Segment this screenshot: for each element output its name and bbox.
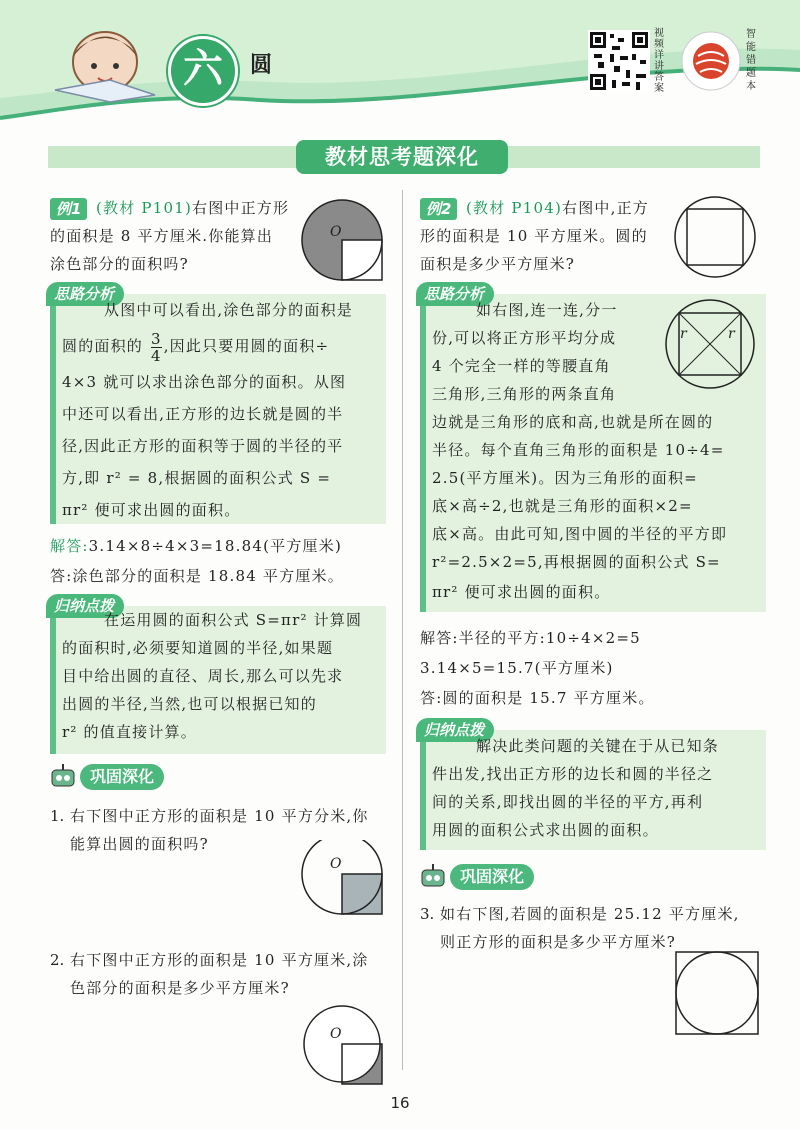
example1-source: (教材 P101)	[96, 199, 192, 217]
figure-r-left: r	[680, 326, 687, 342]
q3-line1: 如右下图,若圆的面积是 25.12 平方厘米,	[440, 905, 740, 923]
example2-solution-line1: 解答:半径的平方:10÷4×2=5	[420, 629, 641, 647]
example1-solution: 解答:3.14×8÷4×3=18.84(平方厘米)	[50, 537, 343, 555]
banner-title: 教材思考题深化	[296, 140, 508, 174]
summary-line: 目中给出圆的直径、周长,那么可以先求	[62, 667, 344, 685]
analysis-line: 底×高。由此可知,图中圆的半径的平方即	[432, 525, 728, 543]
example2-analysis-tag: 思路分析	[416, 282, 494, 306]
example2-solution-line2: 3.14×5=15.7(平方厘米)	[420, 659, 614, 677]
analysis-line: r²=2.5×2=5,再根据圆的面积公式 S=	[432, 553, 721, 571]
example2-source: (教材 P104)	[466, 199, 562, 217]
example1-question: (教材 P101)右图中正方形	[96, 199, 290, 217]
example2-answer: 答:圆的面积是 15.7 平方厘米。	[420, 689, 655, 707]
example2-question-line2: 形的面积是 10 平方厘米。圆的	[420, 227, 648, 245]
example2-tag: 例2	[420, 198, 457, 220]
q2-figure	[296, 1004, 392, 1090]
q1-line2: 能算出圆的面积吗?	[70, 835, 209, 853]
summary-line: r² 的值直接计算。	[62, 723, 197, 741]
analysis-line: πr² 便可求出圆的面积。	[432, 583, 611, 601]
app-label: 智能错题本	[746, 29, 756, 92]
q3-line2: 则正方形的面积是多少平方厘米?	[440, 933, 677, 951]
analysis-line: πr² 便可求出圆的面积。	[62, 501, 241, 519]
q2-number: 2.	[50, 951, 65, 969]
analysis-line: 径,因此正方形的面积等于圆的半径的平	[62, 437, 344, 455]
example1-analysis-tag: 思路分析	[46, 282, 124, 306]
qr-code-icon[interactable]	[588, 30, 650, 92]
summary-line: 的面积时,必须要知道圆的半径,如果题	[62, 639, 334, 657]
example2-question: (教材 P104)右图中,正方	[466, 199, 649, 217]
page-header	[0, 0, 800, 120]
analysis-line: 边就是三角形的底和高,也就是所在圆的	[432, 413, 714, 431]
column-divider	[402, 190, 403, 1070]
analysis-line: 三角形,三角形的两条直角	[432, 385, 617, 403]
q1-line1: 右下图中正方形的面积是 10 平方分米,你	[70, 807, 369, 825]
summary-line: 在运用圆的面积公式 S=πr² 计算圆	[104, 611, 363, 629]
analysis-line: 中还可以看出,正方形的边长就是圆的半	[62, 405, 344, 423]
example2-analysis-figure	[660, 294, 760, 394]
practice-right-tag: 巩固深化	[450, 864, 534, 890]
example1-question-line3: 涂色部分的面积吗?	[50, 255, 189, 273]
q3-figure	[672, 948, 762, 1038]
q2-line2: 色部分的面积是多少平方厘米?	[70, 979, 290, 997]
analysis-line: 4 个完全一样的等腰直角	[432, 357, 611, 375]
summary-line: 件出发,找出正方形的边长和圆的半径之	[432, 765, 714, 783]
summary-line: 间的关系,即找出圆的半径的平方,再利	[432, 793, 704, 811]
robot-icon	[46, 762, 80, 792]
example1-figure-o: O	[330, 224, 342, 240]
summary-line: 出圆的半径,当然,也可以根据已知的	[62, 695, 317, 713]
q3-number: 3.	[420, 905, 435, 923]
example2-figure	[670, 192, 760, 282]
analysis-line: 方,即 r² = 8,根据圆的面积公式 S =	[62, 469, 332, 487]
fraction-three-quarters: $\frac{3}{4}$	[150, 329, 162, 365]
example1-figure	[296, 194, 388, 286]
analysis-line: 如右图,连一连,分一	[476, 301, 618, 319]
q2-figure-o: O	[330, 1026, 342, 1042]
example1-summary-tag: 归纳点拨	[46, 594, 124, 618]
analysis-line: 4×3 就可以求出涂色部分的面积。从图	[62, 373, 347, 391]
analysis-line: 底×高÷2,也就是三角形的面积×2=	[432, 497, 693, 515]
chapter-title: 圆	[250, 53, 273, 78]
analysis-line: 从图中可以看出,涂色部分的面积是	[104, 301, 353, 319]
example2-summary-tag: 归纳点拨	[416, 718, 494, 742]
example1-tag: 例1	[50, 198, 87, 220]
analysis-line: 份,可以将正方形平均分成	[432, 329, 617, 347]
chapter-number: 六	[183, 46, 223, 92]
q1-figure	[296, 840, 392, 936]
analysis-line: 2.5(平方厘米)。因为三角形的面积=	[432, 469, 698, 487]
figure-r-right: r	[728, 326, 735, 342]
q1-number: 1.	[50, 807, 65, 825]
example1-question-line2: 的面积是 8 平方厘米.你能算出	[50, 227, 274, 245]
girl-illustration-icon	[50, 20, 160, 110]
qr-label: 视频详讲答案	[654, 28, 664, 94]
example1-answer: 答:涂色部分的面积是 18.84 平方厘米。	[50, 567, 344, 585]
page-number: 16	[390, 1094, 410, 1112]
summary-line: 用圆的面积公式求出圆的面积。	[432, 821, 659, 839]
analysis-line: 圆的面积的 $\frac{3}{4}$ ,因此只要用圆的面积÷	[62, 329, 330, 365]
analysis-line: 半径。每个直角三角形的面积是 10÷4=	[432, 441, 725, 459]
q1-figure-o: O	[330, 856, 342, 872]
q2-line1: 右下图中正方形的面积是 10 平方厘米,涂	[70, 951, 369, 969]
summary-line: 解决此类问题的关键在于从已知条	[476, 737, 720, 755]
example2-question-line3: 面积是多少平方厘米?	[420, 255, 576, 273]
practice-left-tag: 巩固深化	[80, 764, 164, 790]
robot-icon	[416, 862, 450, 892]
app-logo-icon[interactable]	[680, 30, 742, 92]
